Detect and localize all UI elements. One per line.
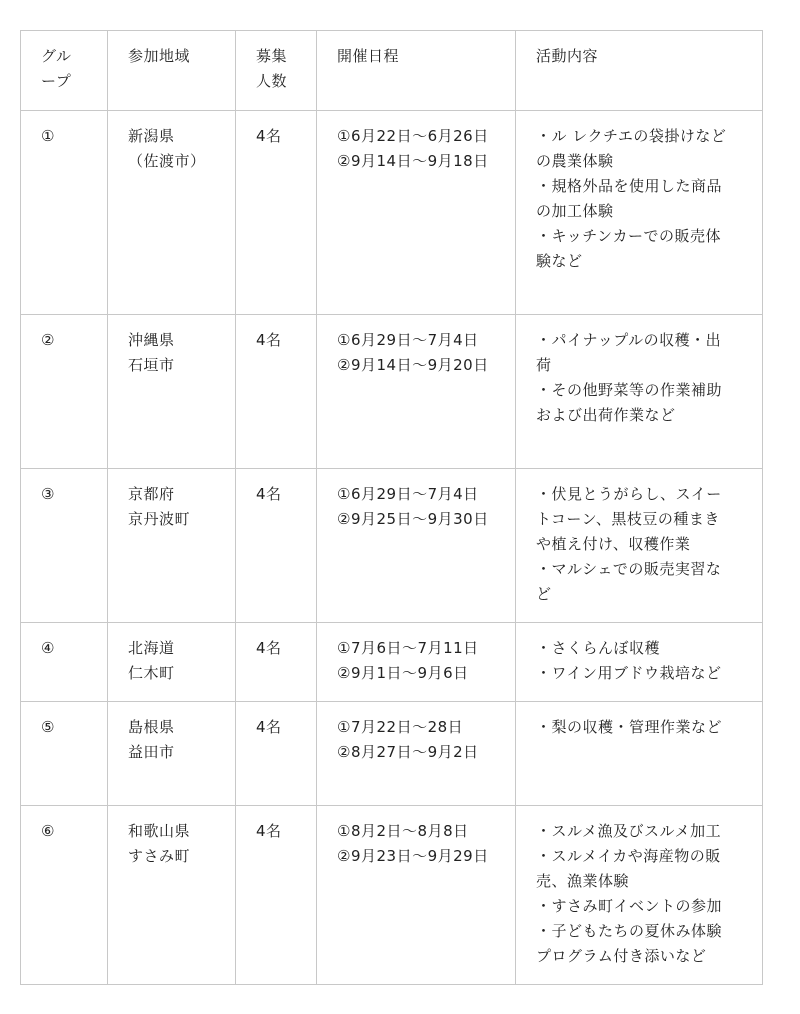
region-city: 仁木町 — [128, 664, 175, 682]
region-cell — [108, 111, 236, 315]
activity-line: ・その他野菜等の作業補助 — [536, 381, 723, 399]
region-prefecture: 和歌山県 — [128, 822, 191, 840]
capacity-value: 4名 — [256, 485, 282, 503]
capacity-cell — [236, 702, 317, 806]
capacity-value: 4名 — [256, 639, 282, 657]
header-capacity-line: 募集 — [256, 47, 288, 65]
header-activity — [516, 31, 763, 111]
activity-line: や植え付け、収穫作業 — [536, 535, 691, 553]
schedule-cell — [317, 469, 516, 623]
activity-cell — [516, 806, 763, 985]
group-cell — [21, 806, 108, 985]
activity-line: プログラム付き添いなど — [536, 947, 707, 965]
region-city: すさみ町 — [128, 847, 191, 865]
group-number: ③ — [41, 485, 55, 503]
capacity-cell — [236, 623, 317, 702]
activity-line: ・すさみ町イベントの参加 — [536, 897, 723, 915]
capacity-cell — [236, 111, 317, 315]
group-number: ⑥ — [41, 822, 55, 840]
region-cell — [108, 806, 236, 985]
activity-line: ・キッチンカーでの販売体 — [536, 227, 721, 245]
group-cell — [21, 469, 108, 623]
region-prefecture: 京都府 — [128, 485, 175, 503]
header-schedule-label: 開催日程 — [337, 47, 400, 65]
activity-line: の加工体験 — [536, 202, 614, 220]
activity-line: 験など — [536, 252, 583, 270]
region-city: 石垣市 — [128, 356, 175, 374]
activity-cell — [516, 469, 763, 623]
region-cell — [108, 469, 236, 623]
region-cell — [108, 315, 236, 469]
schedule-cell — [317, 623, 516, 702]
region-prefecture: 沖縄県 — [128, 331, 175, 349]
activity-cell — [516, 315, 763, 469]
schedule-cell — [317, 315, 516, 469]
header-capacity — [236, 31, 317, 111]
header-activity-label: 活動内容 — [536, 47, 599, 65]
group-number: ⑤ — [41, 718, 55, 736]
header-schedule — [317, 31, 516, 111]
schedule-period: ①7月6日～7月11日 — [337, 639, 479, 657]
region-cell — [108, 623, 236, 702]
schedule-period: ②9月14日～9月20日 — [337, 356, 489, 374]
table-row — [21, 111, 763, 315]
activity-cell — [516, 702, 763, 806]
region-prefecture: 島根県 — [128, 718, 175, 736]
schedule-period: ①6月29日～7月4日 — [337, 331, 479, 349]
region-prefecture: 北海道 — [128, 639, 175, 657]
group-number: ② — [41, 331, 55, 349]
capacity-value: 4名 — [256, 127, 282, 145]
table-row — [21, 315, 763, 469]
group-cell — [21, 111, 108, 315]
schedule-period: ②9月1日～9月6日 — [337, 664, 469, 682]
program-table — [20, 30, 763, 985]
region-city: 京丹波町 — [128, 510, 191, 528]
schedule-period: ②9月25日～9月30日 — [337, 510, 489, 528]
table-row — [21, 623, 763, 702]
schedule-period: ①6月22日～6月26日 — [337, 127, 489, 145]
schedule-period: ②9月14日～9月18日 — [337, 152, 489, 170]
schedule-period: ①8月2日～8月8日 — [337, 822, 469, 840]
schedule-period: ①6月29日～7月4日 — [337, 485, 479, 503]
activity-line: ・規格外品を使用した商品 — [536, 177, 723, 195]
region-city: 益田市 — [128, 743, 175, 761]
capacity-value: 4名 — [256, 331, 282, 349]
activity-line: 荷 — [536, 356, 552, 374]
activity-line: ・さくらんぼ収穫 — [536, 639, 661, 657]
activity-line: ・梨の収穫・管理作業など — [536, 718, 723, 736]
schedule-cell — [317, 806, 516, 985]
activity-line: 売、漁業体験 — [536, 872, 630, 890]
header-region — [108, 31, 236, 111]
schedule-period: ①7月22日～28日 — [337, 718, 464, 736]
region-prefecture: 新潟県 — [128, 127, 175, 145]
header-region-label: 参加地域 — [128, 47, 191, 65]
activity-line: トコーン、黒枝豆の種まき — [536, 510, 720, 528]
header-capacity-line: 人数 — [256, 72, 288, 90]
activity-line: ・スルメイカや海産物の販 — [536, 847, 721, 865]
group-cell — [21, 315, 108, 469]
activity-line: ど — [536, 585, 552, 603]
activity-line: ・マルシェでの販売実習な — [536, 560, 722, 578]
region-city: （佐渡市） — [128, 152, 206, 170]
activity-line: ・子どもたちの夏休み体験 — [536, 922, 723, 940]
activity-line: ・スルメ漁及びスルメ加工 — [536, 822, 722, 840]
schedule-period: ②9月23日～9月29日 — [337, 847, 489, 865]
capacity-value: 4名 — [256, 822, 282, 840]
activity-cell — [516, 111, 763, 315]
activity-line: および出荷作業など — [536, 406, 676, 424]
table-row — [21, 806, 763, 985]
activity-cell — [516, 623, 763, 702]
header-group-line: グル — [41, 47, 72, 65]
region-cell — [108, 702, 236, 806]
capacity-cell — [236, 806, 317, 985]
header-group-line: ープ — [41, 72, 72, 90]
schedule-cell — [317, 111, 516, 315]
table-row — [21, 702, 763, 806]
activity-line: の農業体験 — [536, 152, 614, 170]
schedule-cell — [317, 702, 516, 806]
capacity-cell — [236, 315, 317, 469]
group-number: ④ — [41, 639, 55, 657]
group-number: ① — [41, 127, 55, 145]
group-cell — [21, 623, 108, 702]
activity-line: ・伏見とうがらし、スイー — [536, 485, 722, 503]
activity-line: ・ワイン用ブドウ栽培など — [536, 664, 722, 682]
header-group — [21, 31, 108, 111]
schedule-period: ②8月27日～9月2日 — [337, 743, 479, 761]
capacity-cell — [236, 469, 317, 623]
group-cell — [21, 702, 108, 806]
activity-line: ・ル レクチエの袋掛けなど — [536, 127, 727, 145]
table-row — [21, 469, 763, 623]
activity-line: ・パイナップルの収穫・出 — [536, 331, 722, 349]
table-header-row — [21, 31, 763, 111]
capacity-value: 4名 — [256, 718, 282, 736]
